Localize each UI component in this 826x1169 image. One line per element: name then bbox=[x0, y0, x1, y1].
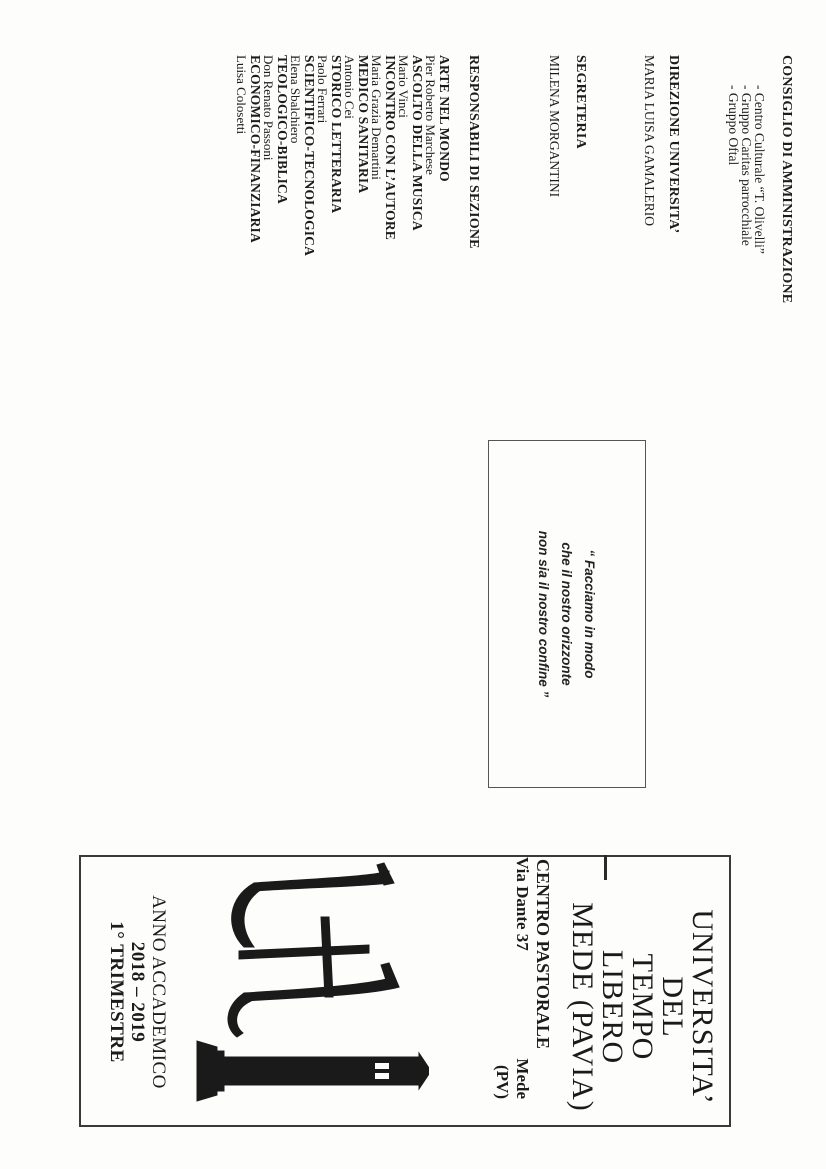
province-row bbox=[492, 857, 512, 1129]
secretary-heading: SEGRETERIA bbox=[573, 55, 588, 149]
city-name: Mede bbox=[513, 1058, 532, 1099]
province-code: (PV) bbox=[493, 1065, 512, 1099]
bell-tower-icon bbox=[179, 857, 429, 1129]
secretary-block bbox=[546, 55, 588, 197]
address-row bbox=[512, 857, 532, 1129]
council-heading: CONSIGLIO DI AMMINISTRAZIONE bbox=[779, 55, 794, 304]
title-line: UNIVERSITA’ bbox=[686, 909, 719, 1105]
year-label: ANNO ACCADEMICO bbox=[148, 895, 169, 1089]
title-line: DEL bbox=[656, 976, 689, 1038]
university-title bbox=[567, 887, 717, 1127]
section-title: SCIENTIFICO-TECNOLOGICA bbox=[302, 55, 317, 257]
section-title: ARTE NEL MONDO bbox=[437, 55, 452, 182]
secretary-name: MILENA MORGANTINI bbox=[547, 55, 562, 198]
utl-logo bbox=[179, 857, 429, 1129]
section-title: TEOLOGICO-BIBLICA bbox=[275, 55, 290, 204]
quote-line-2: che il nostro orizzonte bbox=[559, 542, 575, 686]
section-person: Elena Sbalchiero bbox=[288, 55, 304, 144]
section-title: ECONOMICO-FINANZIARIA bbox=[248, 55, 263, 243]
council-item: - Gruppo Caritas parrocchiale bbox=[739, 85, 754, 246]
section-title: INCONTRO CON L’AUTORE bbox=[383, 55, 398, 240]
council-block bbox=[727, 55, 794, 303]
section-title: STORICO LETTERARIA bbox=[329, 55, 344, 214]
sections-block bbox=[235, 55, 481, 256]
academic-year-block bbox=[106, 867, 169, 1117]
council-list bbox=[727, 55, 766, 303]
section-person: Paolo Ferrari bbox=[315, 55, 331, 124]
section-title: MEDICO SANITARIA bbox=[356, 55, 371, 194]
title-line: TEMPO bbox=[626, 953, 659, 1061]
section-person: Antonio Cei bbox=[342, 55, 358, 119]
section-person: Maria Grazia Demartini bbox=[369, 55, 385, 180]
cover-decorative-bar bbox=[604, 855, 607, 880]
council-item: - Gruppo Oftal bbox=[726, 85, 741, 166]
term-label: 1° TRIMESTRE bbox=[106, 921, 127, 1063]
motto-quote-box bbox=[488, 440, 646, 788]
direction-heading: DIREZIONE UNIVERSITA’ bbox=[666, 55, 681, 234]
street-address: Via Dante 37 bbox=[513, 857, 532, 951]
title-line: MEDE (PAVIA) bbox=[566, 902, 599, 1112]
venue-address bbox=[492, 857, 553, 1129]
committee-panel bbox=[0, 55, 826, 385]
sections-heading: RESPONSABILI DI SEZIONE bbox=[466, 55, 481, 249]
section-person: Mario Vinci bbox=[396, 55, 412, 118]
cover-panel bbox=[79, 855, 731, 1127]
direction-block bbox=[641, 55, 681, 233]
sections-list bbox=[235, 55, 451, 256]
section-title: ASCOLTO DELLA MUSICA bbox=[410, 55, 425, 231]
quote-line-1: “ Facciamo in modo bbox=[582, 549, 598, 679]
title-line: LIBERO bbox=[596, 949, 629, 1065]
section-person: Luisa Colosetti bbox=[234, 55, 250, 135]
section-person: Don Renato Passoni bbox=[261, 55, 277, 161]
section-person: Pier Roberto Marchese bbox=[423, 55, 439, 175]
quote-line-3: non sia il nostro confine ” bbox=[536, 530, 552, 698]
council-item: - Centro Culturale “T. Olivelli” bbox=[752, 85, 767, 254]
direction-name: MARIA LUISA GAMALERIO bbox=[642, 55, 657, 227]
venue-name: CENTRO PASTORALE bbox=[533, 859, 553, 1049]
year-range: 2018 – 2019 bbox=[127, 941, 148, 1043]
